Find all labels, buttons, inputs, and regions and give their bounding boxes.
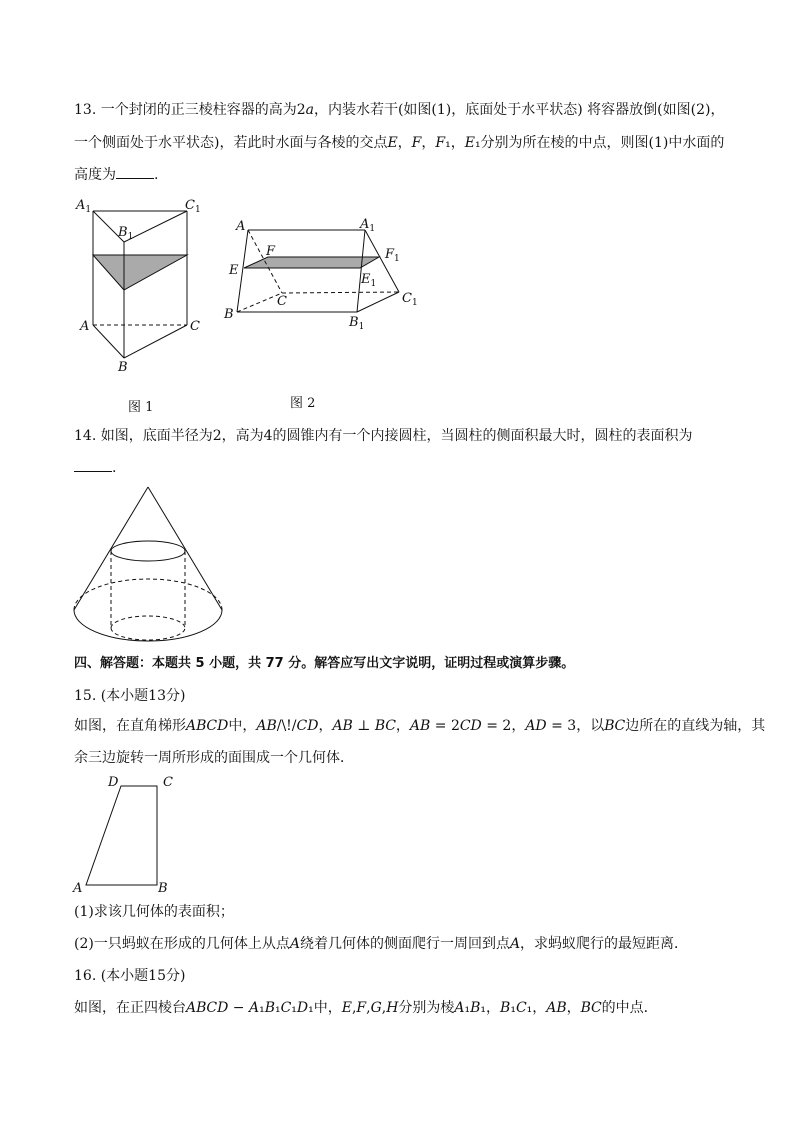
fig2-label-c: C [277,294,287,309]
fig1-label-b1: $B_1$ [118,225,134,242]
q14-line2-end: . [112,460,117,476]
fig3-label-c: C [163,775,173,790]
q13-line1: 13. 一个封闭的正三棱柱容器的高为2𝑎，内装水若干(如图(1)，底面处于水平状态) 将容器放倒(如图(2)， [74,102,725,118]
q15-part2: (2)一只蚂蚁在形成的几何体上从点𝐴绕着几何体的侧面爬行一周回到点𝐴，求蚂蚁爬行的最短距离． [74,936,689,952]
fig2-label-f1: $F_1$ [385,247,400,264]
q14-line1: 14. 如图，底面半径为2，高为4的圆锥内有一个内接圆柱，当圆柱的侧面积最大时，圆柱的表面积为 [74,428,693,444]
fig2-label-b1: $B_1$ [349,315,365,332]
fig3-label-a: A [73,881,83,896]
q15-line1: 如图，在直角梯形𝐴𝐵𝐶𝐷中，𝐴𝐵/\!/𝐶𝐷，𝐴𝐵 ⊥ 𝐵𝐶，𝐴𝐵 = 2𝐶𝐷 = 2，𝐴𝐷 = 3，以𝐵𝐶边所在的直线为轴，其 [74,718,766,734]
fig2-label-e: E [229,263,239,278]
fig2-label-f: F [266,244,276,259]
fig1-label-c: C [190,319,200,334]
fig3-label-d: D [108,775,119,790]
q16-line1: 如图，在正四棱台𝐴𝐵𝐶𝐷 − 𝐴₁𝐵₁𝐶₁𝐷₁中，𝐸,𝐹,𝐺,𝐻分别为棱𝐴₁𝐵₁，𝐵₁𝐶₁，𝐴𝐵，𝐵𝐶的中点． [74,1000,658,1016]
fig1-label-b: B [118,360,128,375]
fig1-label-c1: $C_1$ [185,198,201,215]
fig2-label-a1: $A_1$ [360,217,376,234]
fig2-label-b: B [224,307,234,322]
section-4-heading: 四、解答题：本题共 5 小题，共 77 分。解答应写出文字说明，证明过程或演算步骤。 [74,656,575,671]
fig2-label-c1: $C_1$ [402,291,418,308]
fig1-label-a: A [80,319,90,334]
q13-line3-end: . [154,167,159,183]
q13-line3-text: 高度为 [74,167,116,183]
fig2-label-e1: $E_1$ [361,272,377,289]
fig3-label-b: B [158,881,168,896]
fig2-caption: 图 2 [290,396,316,411]
fig1-label-a1: $A_1$ [76,198,92,215]
q15-header: 15. (本小题13分) [74,688,186,704]
fig1-caption: 图 1 [128,400,154,415]
q15-line2: 余三边旋转一周所形成的面围成一个几何体． [74,750,354,766]
fig2-label-a: A [236,219,246,234]
q13-line2: 一个侧面处于水平状态)，若此时水面与各棱的交点𝐸，𝐹，𝐹₁，𝐸₁分别为所在棱的中点，则图(1)中水面的 [74,135,725,151]
q15-part1: (1)求该几何体的表面积； [74,904,234,920]
q16-header: 16. (本小题15分) [74,968,186,984]
